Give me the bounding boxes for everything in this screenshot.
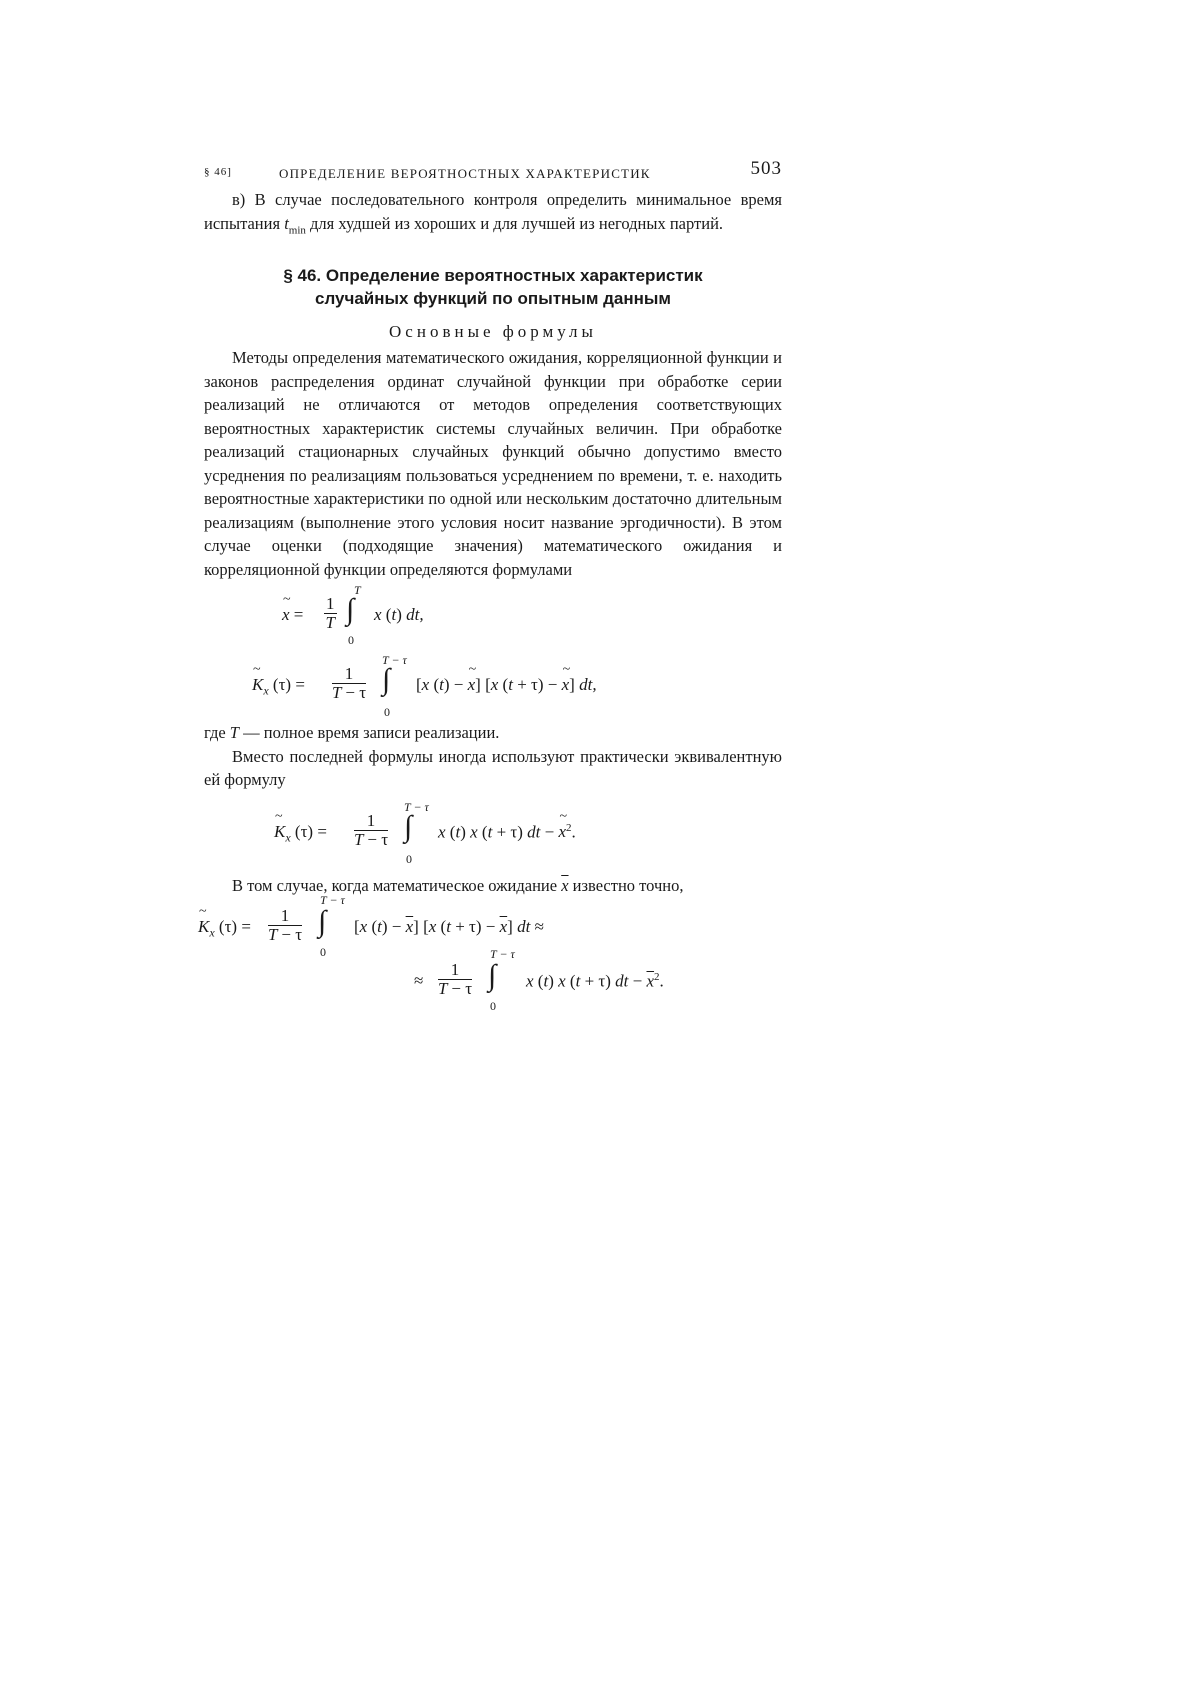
paragraph-alternative: Вместо последней формулы иногда используют практически эквивалентную ей формулу: [204, 746, 782, 790]
exercise-item-c: в) В случае последовательного контроля определить минимальное время испытания $t_{min}$ для худшей из хороших и для лучшей из негодных партий.: [204, 190, 782, 236]
paragraph-methods: Методы определения математического ожидания, корреляционной функции и законов распределения ординат случайной функции при обработке серии реализаций не отличаются от методов определения соответствующих вероятностных характеристик системы случайных величин. При обработке реализаций стационарных случайных функций обычно допустимо вместо усреднения по реализациям пользоваться усреднением по времени, т. е. находить вероятностные характеристики по одной или нескольким достаточно длительным реализациям (выполнение этого условия носит название эргодичности). В этом случае оценки (подходящие значения) математического ожидания и корреляционной функции определяются формулами: [204, 348, 782, 579]
formula-correlation-known-mean: ~ $K_x$ (τ) = $\frac{1}{T - \tau}$ ∫ T − τ 0 [x $(t) - \overline{x}$] [x $(t + \tau) - \overline{x}$] dt ≈ ≈ $\frac{1}{T - \tau}$ ∫ T − τ 0 x (t) x (t + τ) dt − $\overline{x}^2$.: [204, 897, 782, 1009]
formula-mean-estimate: ~ x = $\frac{1}{T}$ ∫ T 0 x (t) dt,: [204, 587, 782, 647]
paragraph-known-mean: В том случае, когда математическое ожидание $\overline{x}$ известно точно,: [232, 875, 684, 895]
page-number: 503: [750, 158, 782, 179]
running-title: ОПРЕДЕЛЕНИЕ ВЕРОЯТНОСТНЫХ ХАРАКТЕРИСТИК: [279, 166, 651, 181]
section-heading: § 46. Определение вероятностных характеристик случайных функций по опытным данным: [283, 266, 703, 309]
formula-correlation-estimate: ~ $K_x$ (τ) = $\frac{1}{T - \tau}$ ∫ T − τ 0 [x (t) − ~ x] [x (t + τ) − ~ x] dt,: [204, 651, 782, 717]
book-page: [198, 158, 782, 1014]
paragraph-where-T: где T — полное время записи реализации.: [204, 723, 500, 743]
running-head: [204, 158, 782, 188]
formula-correlation-alternative: ~ $K_x$ (τ) = $\frac{1}{T - \tau}$ ∫ T − τ 0 x (t) x (t + τ) dt − ~ $x^2$.: [204, 796, 782, 866]
section-ref: § 46]: [204, 166, 232, 178]
subsection-heading: Основные формулы: [389, 322, 597, 342]
